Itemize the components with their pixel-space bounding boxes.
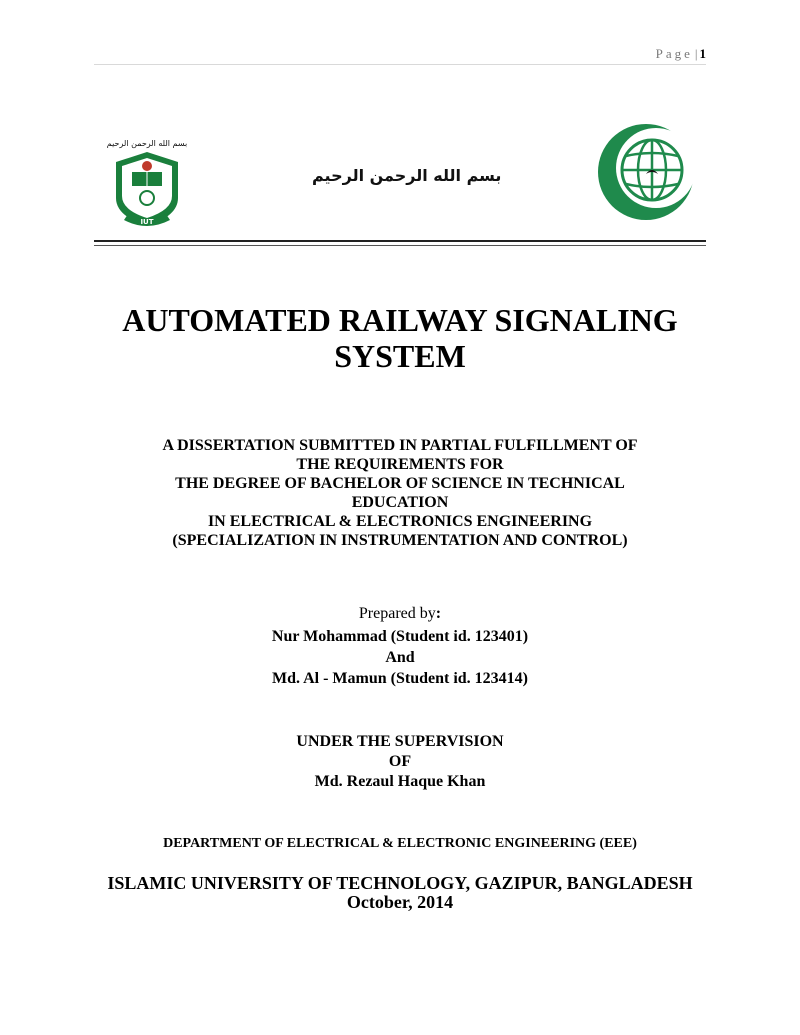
page-header [656,46,706,62]
submission-date: October, 2014 [346,892,454,912]
dissertation-line: IN ELECTRICAL & ELECTRONICS ENGINEERING [207,513,593,530]
dissertation-line: (SPECIALIZATION IN INSTRUMENTATION AND CONTROL) [172,532,628,549]
emblem-top-icon [142,161,152,171]
dissertation-line: EDUCATION [351,494,449,511]
authors-block [0,626,800,689]
thesis-title [0,302,800,374]
supervision-block [0,732,800,792]
university-name: ISLAMIC UNIVERSITY OF TECHNOLOGY, GAZIPUR, BANGLADESH [107,873,693,893]
supervisor-name: Md. Rezaul Haque Khan [314,773,486,790]
divider-thick [94,240,706,242]
dissertation-line: A DISSERTATION SUBMITTED IN PARTIAL FULFILLMENT OF [162,437,638,454]
logo-label: IUT [140,218,154,226]
title-line-1: AUTOMATED RAILWAY SIGNALING [122,302,678,338]
prepared-by-label [0,604,800,624]
bismillah-text: بسم الله الرحمن الرحيم [312,166,502,185]
divider-thin [94,245,706,246]
page-separator: | [694,46,698,61]
supervision-line-1: UNDER THE SUPERVISION [296,733,504,750]
author-1: Nur Mohammad (Student id. 123401) [271,628,529,645]
page-word: Page [655,46,693,61]
logo-calligraphy: بسم الله الرحمن الرحيم [106,139,188,148]
title-line-2: SYSTEM [334,338,466,374]
dissertation-statement [0,436,800,550]
iut-logo [104,136,190,232]
prepared-colon: : [435,605,442,622]
supervision-line-2: OF [388,753,412,770]
author-conjunction: And [385,649,415,666]
oic-globe-logo [596,122,696,222]
header-rule [94,64,706,65]
prepared-label: Prepared by [358,605,436,622]
dissertation-line: THE DEGREE OF BACHELOR OF SCIENCE IN TECHNICAL [175,475,625,492]
author-2: Md. Al - Mamun (Student id. 123414) [271,670,529,687]
department-name: DEPARTMENT OF ELECTRICAL & ELECTRONIC ENGINEERING (EEE) [163,836,637,851]
university-block [0,874,800,912]
page-number: 1 [699,46,706,61]
dissertation-line: THE REQUIREMENTS FOR [296,456,504,473]
